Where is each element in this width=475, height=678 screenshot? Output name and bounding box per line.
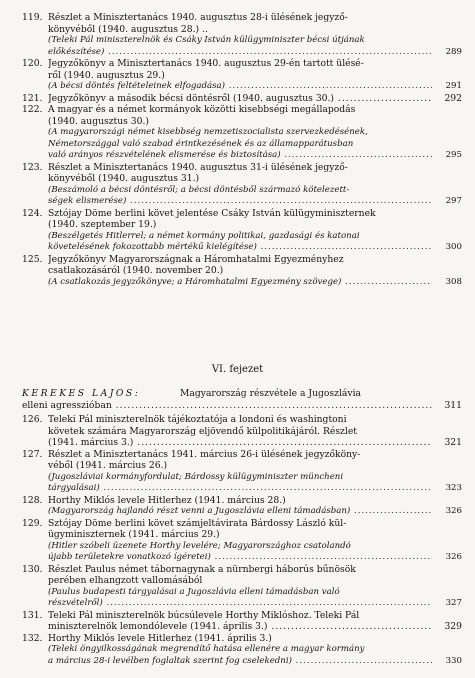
toc-line [22, 437, 462, 449]
toc-line [22, 541, 462, 553]
toc-line [22, 47, 462, 59]
page-number: 311 [444, 399, 462, 411]
toc-line [22, 58, 462, 70]
entry-number: 131. [22, 609, 43, 621]
entry-text: könyvéből (1940. augusztus 28.) .. [48, 23, 208, 35]
toc-line [22, 150, 462, 162]
toc-line [22, 265, 462, 277]
toc-line [22, 656, 462, 668]
section-title-cont: elleni agresszióban ..... [22, 400, 432, 412]
toc-line [22, 70, 462, 82]
toc-line [22, 495, 462, 507]
toc-line [22, 254, 462, 266]
entry-annotation: (A magyarországi német kisebbség nemzetiszocialista szervezkedésének, [48, 127, 368, 137]
entry-annotation: (Teleki Pál miniszterelnök és Csáky István külügyminiszter bécsi útjának [48, 35, 365, 45]
entry-annotation: követelésének fokozottabb mértékű kielégítése) ..... [48, 242, 432, 254]
section-title-line-2 [22, 400, 462, 412]
toc-entry [22, 518, 462, 564]
entry-number: 124. [22, 207, 43, 219]
toc-line [22, 518, 462, 530]
toc-line [22, 587, 462, 599]
page-number: 295 [445, 150, 462, 160]
toc-line [22, 449, 462, 461]
toc-line [22, 644, 462, 656]
entry-number: 121. [22, 92, 43, 104]
toc-line [22, 231, 462, 243]
toc-entry [22, 93, 462, 105]
toc-line [22, 185, 462, 197]
toc-line [22, 162, 462, 174]
toc-entry [22, 58, 462, 93]
entry-text: (1940. augusztus 30.) [48, 115, 149, 127]
entry-text: Teleki Pál miniszterelnök tájékoztatója a londoni és washingtoni [48, 414, 347, 425]
entry-text: perében elhangzott vallomásából [48, 575, 203, 586]
entry-number: 130. [22, 563, 43, 575]
toc-line [22, 575, 462, 587]
toc-line [22, 173, 462, 185]
toc-entry [22, 495, 462, 518]
toc-entry [22, 414, 462, 449]
toc-line [22, 242, 462, 254]
entry-annotation: előkészítése) ..... [48, 47, 432, 59]
entry-text: A magyar és a német kormányok közötti kisebbségi megállapodás [48, 104, 356, 115]
entry-text: miniszterelnök lemondólevele (1941. április 3.) ..... [48, 621, 432, 633]
toc-entry [22, 564, 462, 610]
entry-number: 123. [22, 161, 43, 173]
toc-line [22, 81, 462, 93]
entry-text: Teleki Pál miniszterelnök búcsúlevele Horthy Miklóshoz. Teleki Pál [48, 609, 360, 621]
entry-text: véből (1941. március 26.) [48, 460, 168, 471]
toc-line [22, 506, 462, 518]
entry-number: 129. [22, 517, 43, 529]
entry-number: 122. [22, 104, 43, 115]
entry-annotation: (Magyarország hajlandó részt venni a Jugoszlávia elleni támadásban) ..... [48, 506, 432, 518]
entry-text: Részlet a Minisztertanács 1940. augusztus 28-i ülésének jegyző- [48, 12, 348, 23]
entry-text: Horthy Miklós levele Hitlerhez (1941. április 3.) [48, 632, 272, 644]
toc-line [22, 426, 462, 438]
toc-line [22, 104, 462, 116]
toc-line [22, 277, 462, 289]
entry-text: Részlet a Minisztertanács 1940. augusztus 31-i ülésének jegyző- [48, 161, 348, 173]
entry-number: 120. [22, 58, 43, 69]
toc-line [22, 93, 462, 105]
page-number: 323 [445, 483, 462, 493]
toc-entry [22, 162, 462, 208]
toc-entry [22, 254, 462, 289]
entry-text: Részlet Paulus német tábornagynak a nürnbergi háborús bűnösök [48, 563, 356, 575]
entry-annotation: tárgyalásai) ..... [48, 483, 432, 495]
entry-annotation: Németországgal való szabad érintkezésének és az államapparátusban [48, 138, 354, 149]
entry-text: Jegyzőkönyv a Minisztertanács 1940. augusztus 29-én tartott ülésé- [48, 58, 364, 69]
toc-entry [22, 633, 462, 668]
entry-annotation: (Beszélgetés Hitlerrel; a német kormány politikai, gazdasági és katonai [48, 230, 360, 241]
toc-line [22, 208, 462, 220]
toc-line [22, 196, 462, 208]
entry-annotation: a március 28-i levélben foglaltak szerint fog cselekedni) ..... [48, 656, 432, 668]
section-author: KEREKES LAJOS: [22, 388, 141, 399]
toc-line [22, 633, 462, 645]
toc-line [22, 460, 462, 472]
entry-text: Jegyzőkönyv Magyarországnak a Háromhatalmi Egyezményhez [48, 253, 344, 265]
entry-annotation: ségek elismerése) ..... [48, 196, 432, 208]
entry-annotation: (Beszámoló a bécsi döntésről; a bécsi döntésből származó kötelezett- [48, 184, 350, 195]
page-number: 327 [445, 598, 462, 608]
entry-number: 126. [22, 414, 43, 425]
toc-entry [22, 208, 462, 254]
page-number: 308 [445, 276, 462, 287]
entry-text: könyvéből (1940. augusztus 31.) [48, 173, 200, 184]
toc-line [22, 116, 462, 128]
page-number: 291 [445, 81, 462, 91]
toc-line [22, 598, 462, 610]
toc-line [22, 472, 462, 484]
entry-text: követek számára Magyarország eljövendő külpolitikájáról. Részlet [48, 425, 357, 437]
entry-text: ügyminiszternek (1941. március 29.) [48, 529, 220, 540]
entry-annotation: (Jugoszláviai kormányfordulat; Bárdossy külügyminiszter müncheni [48, 471, 344, 482]
toc-line [22, 219, 462, 231]
entry-text: Sztójay Döme berlini követ számjeltávirata Bárdossy László kül- [48, 517, 347, 529]
section-title: Magyarország részvétele a Jugoszlávia [180, 388, 362, 399]
page-number: 300 [445, 242, 462, 252]
entry-annotation: (A csatlakozás jegyzőkönyve; a Háromhatalmi Egyezmény szövege) ..... [48, 277, 432, 289]
toc-line [22, 621, 462, 633]
entry-text: Sztójay Döme berlini követ jelentése Csáky István külügyminiszternek [48, 207, 376, 219]
entry-text: ről (1940. augusztus 29.) [48, 69, 165, 81]
toc-entry [22, 104, 462, 162]
entry-annotation: való arányos részvételének elismerése és biztosítása) ..... [48, 150, 432, 162]
page-number: 330 [445, 655, 462, 666]
page-number: 292 [444, 92, 462, 104]
entry-number: 125. [22, 253, 43, 265]
toc-entry [22, 12, 462, 58]
entry-annotation: újabb területekre vonatkozó ígéretei) ..... [48, 552, 432, 564]
toc-line [22, 24, 462, 36]
chapter-heading: VI. fejezet [211, 364, 264, 375]
toc-entry [22, 449, 462, 495]
entry-text: Jegyzőkönyv a második bécsi döntésről (1940. augusztus 30.) ..... [48, 93, 432, 105]
entry-number: 128. [22, 494, 43, 506]
toc-line [22, 610, 462, 622]
entry-annotation: (Teleki öngyilkosságának megrendítő hatása ellenére a magyar kormány [48, 644, 365, 654]
entry-text: Részlet a Minisztertanács 1941. március 26-i ülésének jegyzőköny- [48, 448, 361, 460]
toc-line [22, 414, 462, 426]
toc-line [22, 127, 462, 139]
page-number: 326 [445, 506, 462, 516]
toc-line [22, 564, 462, 576]
toc-line [22, 483, 462, 495]
entry-annotation: (Hitler szóbeli üzenete Horthy levelére; Magyarországhoz csatolandó [48, 540, 351, 551]
entry-text: (1941. március 3.) ..... [48, 437, 432, 449]
entry-text: (1940. szeptember 19.) [48, 219, 157, 230]
entry-text: csatlakozásáról (1940. november 20.) [48, 265, 224, 276]
section-title-line [22, 388, 462, 400]
section-header [22, 388, 462, 411]
toc-line [22, 552, 462, 564]
toc-line [22, 139, 462, 151]
entry-text: Horthy Miklós levele Hitlerhez (1941. március 28.) [48, 494, 286, 506]
page-number: 326 [445, 552, 462, 562]
entry-number: 119. [22, 12, 43, 23]
toc-line [22, 35, 462, 47]
page-number: 321 [444, 437, 462, 448]
page-number: 289 [445, 46, 462, 57]
toc-entry [22, 610, 462, 633]
entry-annotation: részvételről) ..... [48, 598, 432, 610]
toc-line [22, 12, 462, 24]
toc-line [22, 529, 462, 541]
entry-number: 127. [22, 448, 43, 460]
entry-number: 132. [22, 632, 43, 644]
entry-annotation: (Paulus budapesti tárgyalásai a Jugoszlávia elleni támadásban való [48, 586, 340, 597]
page-number: 297 [445, 196, 462, 206]
entry-annotation: (A bécsi döntés feltételeinek elfogadása) ..... [48, 81, 432, 93]
page-number: 329 [444, 621, 462, 632]
